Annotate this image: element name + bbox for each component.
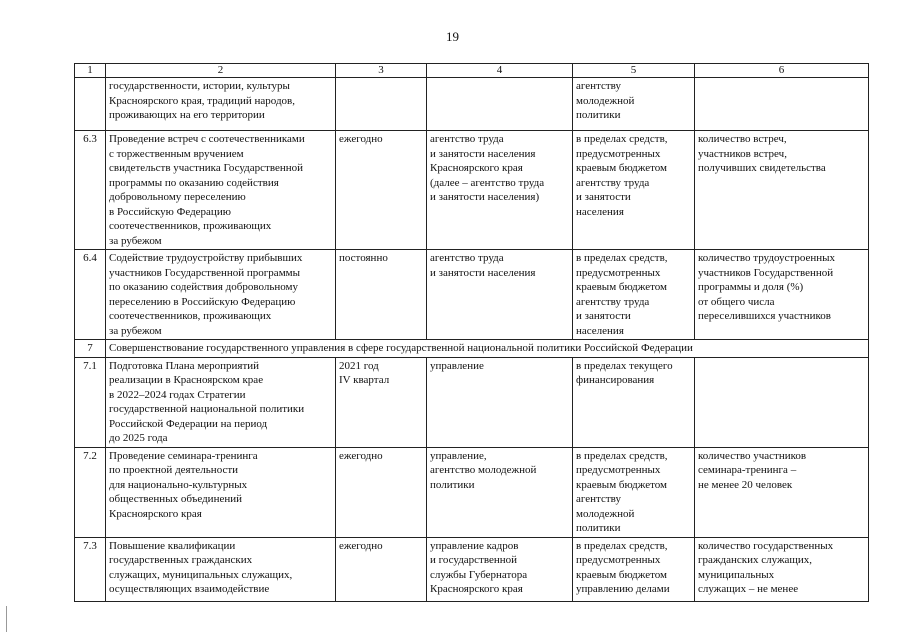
executor-cell: агентство труда и занятости населения Красноярского края (далее – агентство труда и занятости населения) [427,131,573,250]
indicator-cell [695,78,869,131]
measure-cell: Проведение встреч с соотечественниками с торжественным вручением свидетельств участника Государственной программы по оказанию содействия добровольному переселению в Российскую Федерацию соотечественников, проживающих за рубежом [106,131,336,250]
measure-cell: Повышение квалификации государственных гражданских служащих, муниципальных служащих, осуществляющих взаимодействие [106,537,336,601]
section-row [75,340,869,358]
section-number: 7 [75,340,106,358]
funding-cell: в пределах средств, предусмотренных краевым бюджетом управлению делами [573,537,695,601]
binding-margin-mark [6,606,7,632]
header-cell: 4 [427,64,573,78]
row-number: 6.3 [75,131,106,250]
funding-cell: агентству молодежной политики [573,78,695,131]
row-number: 7.3 [75,537,106,601]
term-cell: ежегодно [336,447,427,537]
funding-cell: в пределах средств, предусмотренных краевым бюджетом агентству труда и занятости населения [573,250,695,340]
header-cell: 1 [75,64,106,78]
executor-cell [427,78,573,131]
indicator-cell [695,357,869,447]
row-number: 7.1 [75,357,106,447]
row-number [75,78,106,131]
term-cell: постоянно [336,250,427,340]
measure-cell: Подготовка Плана мероприятий реализации в Красноярском крае в 2022–2024 годах Стратегии государственной национальной политики Российской Федерации на период до 2025 года [106,357,336,447]
executor-cell: управление кадров и государственной службы Губернатора Красноярского края [427,537,573,601]
header-cell: 6 [695,64,869,78]
funding-cell: в пределах средств, предусмотренных краевым бюджетом агентству молодежной политики [573,447,695,537]
term-cell: ежегодно [336,537,427,601]
table-header-row [75,64,869,78]
measure-cell: Проведение семинара-тренинга по проектной деятельности для национально-культурных общественных объединений Красноярского края [106,447,336,537]
executor-cell: управление, агентство молодежной политики [427,447,573,537]
header-cell: 2 [106,64,336,78]
term-cell: 2021 год IV квартал [336,357,427,447]
table-row [75,537,869,601]
indicator-cell: количество встреч, участников встреч, получивших свидетельства [695,131,869,250]
section-title: Совершенствование государственного управления в сфере государственной национальной политики Российской Федерации [106,340,869,358]
term-cell: ежегодно [336,131,427,250]
executor-cell: агентство труда и занятости населения [427,250,573,340]
action-plan-table [74,63,869,602]
indicator-cell: количество трудоустроенных участников Государственной программы и доля (%) от общего числа переселившихся участников [695,250,869,340]
funding-cell: в пределах текущего финансирования [573,357,695,447]
table-row [75,131,869,250]
table-row [75,357,869,447]
measure-cell: Содействие трудоустройству прибывших участников Государственной программы по оказанию содействия добровольному переселению в Российскую Федерацию соотечественников, проживающих за рубежом [106,250,336,340]
row-number: 7.2 [75,447,106,537]
term-cell [336,78,427,131]
executor-cell: управление [427,357,573,447]
table-row [75,250,869,340]
header-cell: 3 [336,64,427,78]
page-number: 19 [446,29,459,44]
funding-cell: в пределах средств, предусмотренных краевым бюджетом агентству труда и занятости населения [573,131,695,250]
indicator-cell: количество участников семинара-тренинга – не менее 20 человек [695,447,869,537]
table-row [75,447,869,537]
indicator-cell: количество государственных гражданских служащих, муниципальных служащих – не менее [695,537,869,601]
row-number: 6.4 [75,250,106,340]
header-cell: 5 [573,64,695,78]
table-row [75,78,869,131]
measure-cell: государственности, истории, культуры Красноярского края, традиций народов, проживающих на его территории [106,78,336,131]
